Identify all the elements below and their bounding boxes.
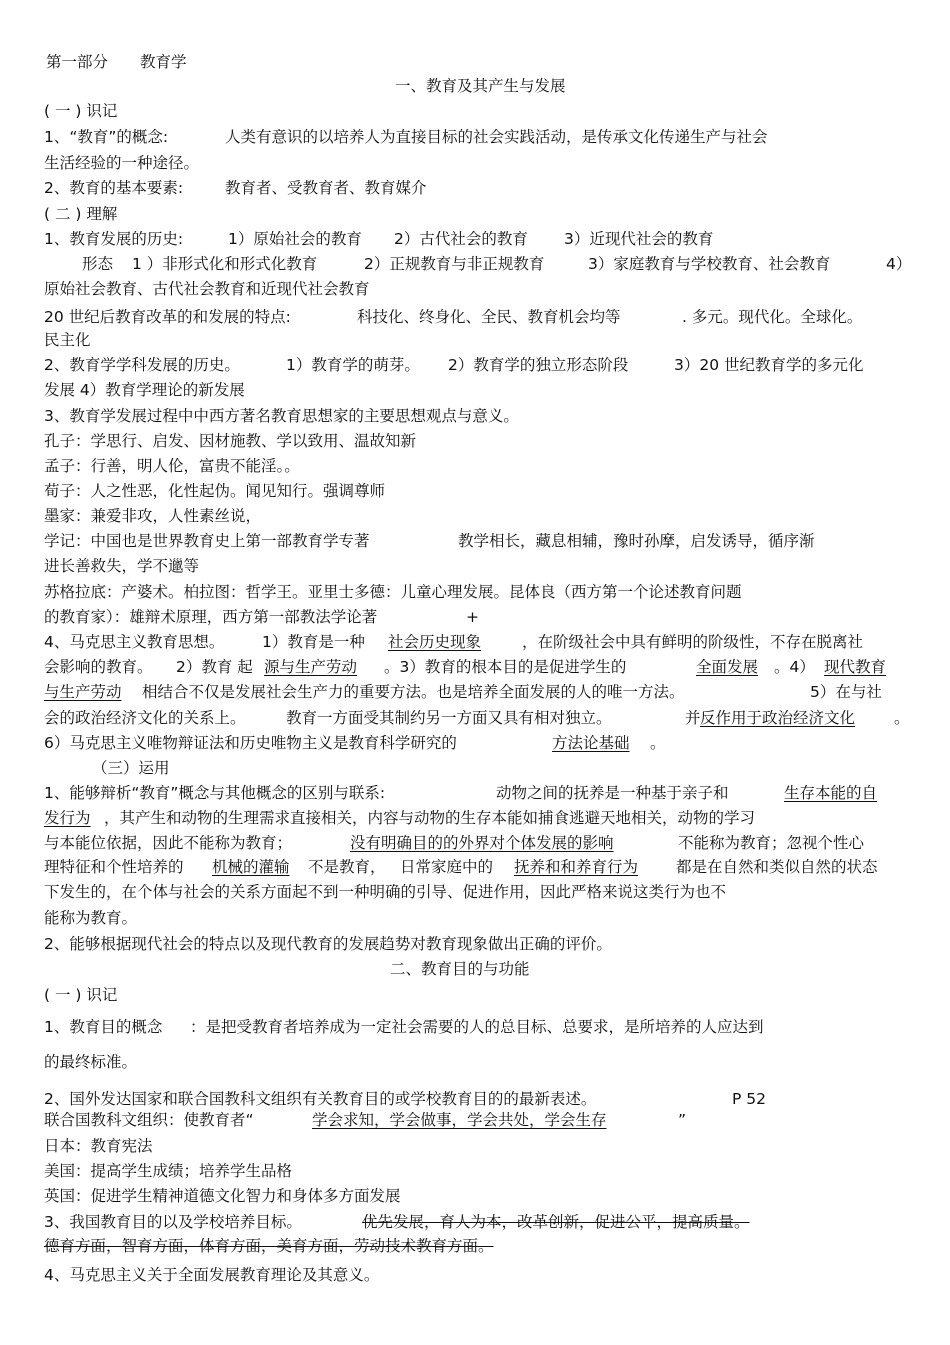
u1-a: 1）原始社会的教育 bbox=[228, 230, 362, 248]
u2-c: 3）20 世纪教育学的多元化 bbox=[674, 356, 864, 374]
xunzi-line: 荀子：人之性恶，化性起伪。闻见知行。强调尊师 bbox=[44, 482, 386, 500]
form-label: 形态 bbox=[82, 255, 114, 273]
u2-a: 1）教育学的萌芽。 bbox=[286, 356, 420, 374]
m4-1a: 1）教育是一种 bbox=[262, 633, 365, 651]
part-label: 第一部分 bbox=[46, 53, 109, 71]
a1-1a: 动物之间的抚养是一种基于亲子和 bbox=[496, 784, 729, 802]
m4-2b: 2）教育 起 bbox=[176, 658, 253, 676]
heading-recall: ( 一 ) 识记 bbox=[44, 102, 118, 120]
g2-a: 2、国外发达国家和联合国教科文组织有关教育目的或学校教育目的的最新表述。 bbox=[44, 1090, 597, 1108]
m4-4d: 。 bbox=[894, 709, 910, 727]
usa-line: 美国：提高学生成绩；培养学生品格 bbox=[44, 1162, 293, 1180]
item2-label: 2、教育的基本要素: bbox=[44, 179, 184, 197]
c20-b: . 多元。现代化。全球化。 bbox=[682, 308, 863, 326]
kongzi-line: 孔子：学思行、启发、因材施教、学以致用、温故知新 bbox=[44, 432, 417, 450]
a1-2u: 发行为 bbox=[44, 809, 91, 827]
m4-3b: 5）在与社 bbox=[810, 683, 882, 701]
xueji-b: 教学相长，藏息相辅，豫时孙摩，启发诱导，循序渐 bbox=[458, 532, 815, 550]
west-line2: 的教育家）：雄辩术原理，西方第一部教法学论著 bbox=[44, 608, 378, 626]
a1-4u2: 抚养和和养育行为 bbox=[514, 858, 639, 876]
m4-2u2: 全面发展 bbox=[696, 658, 759, 676]
a1-2a: ，其产生和动物的生理需求直接相关，内容与动物的生存本能如捕食逃避天地相关，动物的学习 bbox=[104, 809, 756, 827]
a1-5: 下发生的，在个体与社会的关系方面起不到一种明确的引导、促进作用，因此严格来说这类行为也不 bbox=[44, 883, 727, 901]
g3-struck: 优先发展，育人为本，改革创新，促进公平，提高质量。 bbox=[362, 1213, 750, 1231]
item1-text-cont: 生活经验的一种途径。 bbox=[44, 154, 200, 172]
a1-4a: 理特征和个性培养的 bbox=[44, 858, 184, 876]
g3-a: 3、我国教育目的以及学校培养目标。 bbox=[44, 1213, 302, 1231]
section2-title: 二、教育目的与功能 bbox=[390, 960, 530, 978]
c20-a: 科技化、终身化、全民、教育机会均等 bbox=[357, 308, 621, 326]
a1-1u: 生存本能的自 bbox=[784, 784, 878, 802]
c20-line2: 民主化 bbox=[44, 331, 91, 349]
unesco-a: 联合国教科文组织：使教育者“ bbox=[44, 1111, 254, 1129]
g2-page: P 52 bbox=[732, 1090, 766, 1108]
item1-label: 1、“教育”的概念: bbox=[44, 128, 169, 146]
u3-label: 3、教育学发展过程中中西方著名教育思想家的主要思想观点与意义。 bbox=[44, 407, 519, 425]
m4-4b: 教育一方面受其制约另一方面又具有相对独立。 bbox=[286, 709, 612, 727]
section1-title: 一、教育及其产生与发展 bbox=[395, 77, 566, 95]
g1-line2: 的最终标准。 bbox=[44, 1053, 138, 1071]
mengzi-line: 孟子：行善，明人伦，富贵不能淫。。 bbox=[44, 457, 300, 475]
west-line1: 苏格拉底：产婆术。柏拉图：哲学王。亚里士多德：儿童心理发展。昆体良（西方第一个论述教育问题 bbox=[44, 583, 742, 601]
m4-4u: 反作用于政治经济文化 bbox=[700, 709, 856, 727]
heading-apply: （三）运用 bbox=[92, 759, 170, 777]
form-d: 4） bbox=[886, 255, 912, 273]
part-subject: 教育学 bbox=[140, 53, 187, 71]
m4-1b: ，在阶级社会中具有鲜明的阶级性，不存在脱离社 bbox=[522, 633, 864, 651]
m4-4c: 并 bbox=[685, 709, 701, 727]
a1-3a: 与本能位依据，因此不能称为教育； bbox=[44, 834, 293, 852]
m4-2a: 会影响的教育。 bbox=[44, 658, 153, 676]
xueji-line2: 进长善救失，学不邋等 bbox=[44, 557, 200, 575]
u1-c: 3）近现代社会的教育 bbox=[564, 230, 714, 248]
u2-label: 2、教育学学科发展的历史。 bbox=[44, 356, 240, 374]
m4-5u: 方法论基础 bbox=[552, 734, 630, 752]
m4-label: 4、马克思主义教育思想。 bbox=[44, 633, 225, 651]
form-line2: 原始社会教育、古代社会教育和近现代社会教育 bbox=[44, 280, 370, 298]
a1-4u: 机械的灌输 bbox=[212, 858, 290, 876]
form-b: 2）正规教育与非正规教育 bbox=[364, 255, 545, 273]
unesco-b: ” bbox=[678, 1111, 687, 1129]
section2-heading-recall: ( 一 ) 识记 bbox=[44, 986, 118, 1004]
u1-b: 2）古代社会的教育 bbox=[394, 230, 528, 248]
g1-b: ：是把受教育者培养成为一定社会需要的人的总目标、总要求，是所培养的人应达到 bbox=[190, 1018, 764, 1036]
a1-3u: 没有明确目的的外界对个体发展的影响 bbox=[350, 834, 614, 852]
west-plus: + bbox=[466, 608, 479, 626]
form-a: 1 ）非形式化和形式化教育 bbox=[132, 255, 318, 273]
a1-6: 能称为教育。 bbox=[44, 909, 138, 927]
m4-3a: 相结合不仅是发展社会生产力的重要方法。也是培养全面发展的人的唯一方法。 bbox=[142, 683, 685, 701]
m4-2d: 。4） bbox=[774, 658, 815, 676]
m4-5b: 。 bbox=[650, 734, 666, 752]
g3-struck-line2: 德育方面，智育方面，体育方面，美育方面，劳动技术教育方面。 bbox=[44, 1237, 494, 1255]
a1-4c: 日常家庭中的 bbox=[400, 858, 494, 876]
m4-4a: 会的政治经济文化的关系上。 bbox=[44, 709, 246, 727]
a2-line: 2、能够根据现代社会的特点以及现代教育的发展趋势对教育现象做出正确的评价。 bbox=[44, 935, 612, 953]
form-c: 3）家庭教育与学校教育、社会教育 bbox=[588, 255, 831, 273]
m4-1u: 社会历史现象 bbox=[388, 633, 482, 651]
a1-4d: 都是在自然和类似自然的状态 bbox=[676, 858, 878, 876]
xueji-a: 学记：中国也是世界教育史上第一部教育学专著 bbox=[44, 532, 370, 550]
m4-2c: 。3）教育的根本目的是促进学生的 bbox=[384, 658, 627, 676]
g1-a: 1、教育目的概念 bbox=[44, 1018, 163, 1036]
u2-line2: 发展 4）教育学理论的新发展 bbox=[44, 381, 245, 399]
c20-label: 20 世纪后教育改革的和发展的特点: bbox=[44, 308, 291, 326]
japan-line: 日本：教育宪法 bbox=[44, 1137, 153, 1155]
m4-5a: 6）马克思主义唯物辩证法和历史唯物主义是教育科学研究的 bbox=[44, 734, 457, 752]
m4-3u: 与生产劳动 bbox=[44, 683, 122, 701]
item1-text: 人类有意识的以培养人为直接目标的社会实践活动，是传承文化传递生产与社会 bbox=[225, 128, 768, 146]
g4-line: 4、马克思主义关于全面发展教育理论及其意义。 bbox=[44, 1266, 380, 1284]
a1-3b: 不能称为教育；忽视个性心 bbox=[678, 834, 865, 852]
a1-4b: 不是教育， bbox=[308, 858, 386, 876]
heading-understand: ( 二 ) 理解 bbox=[44, 205, 118, 223]
m4-2u3: 现代教育 bbox=[824, 658, 887, 676]
a1-label: 1、能够辩析“教育”概念与其他概念的区别与联系: bbox=[44, 784, 386, 802]
u1-label: 1、教育发展的历史: bbox=[44, 230, 184, 248]
item2-text: 教育者、受教育者、教育媒介 bbox=[225, 179, 427, 197]
uk-line: 英国：促进学生精神道德文化智力和身体多方面发展 bbox=[44, 1187, 401, 1205]
u2-b: 2）教育学的独立形态阶段 bbox=[448, 356, 629, 374]
m4-2u: 源与生产劳动 bbox=[264, 658, 358, 676]
unesco-u: 学会求知，学会做事，学会共处，学会生存 bbox=[312, 1111, 607, 1129]
mojia-line: 墨家：兼爱非攻，人性素丝说， bbox=[44, 507, 262, 525]
